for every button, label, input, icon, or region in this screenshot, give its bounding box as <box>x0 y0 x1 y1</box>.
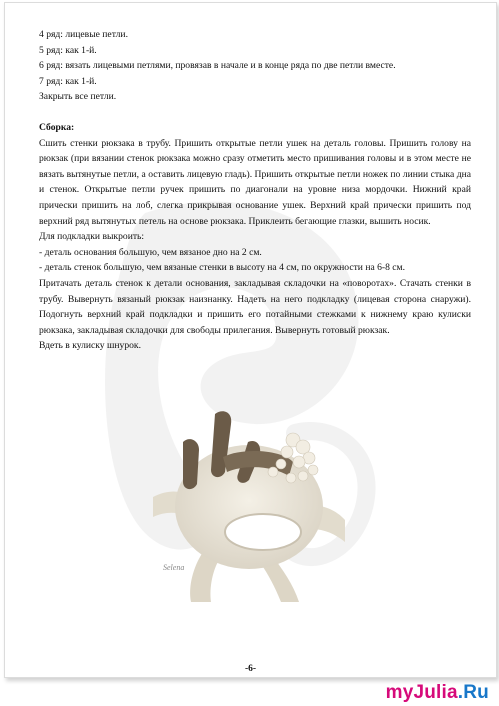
lining-intro: Для подкладки выкроить: <box>39 231 145 243</box>
lining-item-2: - деталь стенок большую, чем вязаные стенки в высоту на 4 см, по окружности на 6-8 см. <box>39 262 406 274</box>
svg-text:Selena: Selena <box>163 563 185 572</box>
row-5: 5 ряд: как 1-й. <box>39 44 97 56</box>
lining-item-1: - деталь основания большую, чем вязаное дно на 2 см. <box>39 246 262 258</box>
site-brand-logo[interactable] <box>386 682 489 704</box>
brand-part-1: myJulia <box>385 682 458 703</box>
row-4: 4 ряд: лицевые петли. <box>39 29 128 40</box>
brand-part-2: .Ru <box>457 682 489 703</box>
assembly-paragraph-1: Сшить стенки рюкзака в трубу. Пришить открытые петли ушек на деталь головы. Пришить голову на рюкзак (при вязании стенок рюкзака можно сразу отметить место пришивания головы и в этом месте не вязать вытянутые петли, а оставить лицевую гладь). Пришить открытые петли ножек по линии стыка дна и стенок. Открытые петли ручек пришить по диагонали на уровне низа мордочки. Нижний край прически пришить на лоб, слегка прикрывая основание ушек. Верхний край прически пришить под верхний ряд вытянутых петель на основе рюкзака. Приклеить бегающие глазки, вышить носик. <box>39 137 471 227</box>
document-page <box>4 2 497 678</box>
row-7: 7 ряд: как 1-й. <box>39 75 97 87</box>
row-6: 6 ряд: вязать лицевыми петлями, провязав в начале и в конце ряда по две петли вместе. <box>39 60 396 72</box>
assembly-final-line: Вдеть в кулиску шнурок. <box>39 340 141 352</box>
document-body <box>39 27 471 354</box>
page-number: -6- <box>244 664 257 674</box>
knitted-backpack-photo <box>153 402 345 602</box>
assembly-paragraph-2: Притачать деталь стенок к детали основания, закладывая складочки на «поворотах». Стачать стенки в трубу. Вывернуть вязаный рюкзак наизнанку. Надеть на него подкладку (лицевая сторона снаружи). Подогнуть верхний край подкладки и пришить его потайными стежками к нижнему краю кулиски рюкзака, закладывая складочки для свободы прилегания. Вывернуть готовый рюкзак. <box>39 277 471 336</box>
assembly-heading: Сборка: <box>39 121 75 133</box>
row-close: Закрыть все петли. <box>39 91 117 103</box>
